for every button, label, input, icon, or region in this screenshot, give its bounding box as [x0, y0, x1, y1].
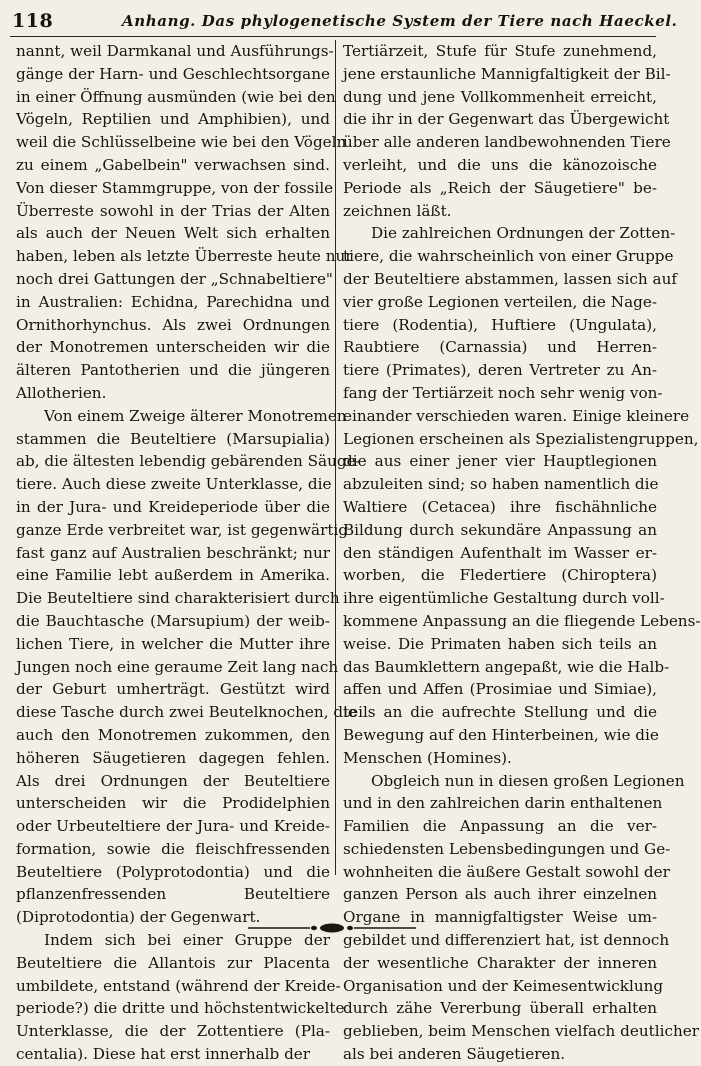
- header-rule: [10, 36, 656, 37]
- text-line: in einer Öffnung ausmünden (wie bei den: [16, 87, 336, 106]
- text-line: tiere, die wahrscheinlich von einer Gruppe: [343, 247, 674, 266]
- text-line: Von einem Zweige älterer Monotremen: [44, 406, 347, 425]
- text-line: noch drei Gattungen der „Schnabeltiere": [16, 269, 333, 288]
- text-line: worben, die Fledertiere (Chiroptera): [343, 566, 657, 585]
- text-line: in Australien: Echidna, Parechidna und: [16, 292, 330, 311]
- text-line: gänge der Harn- und Geschlechtsorgane: [16, 64, 330, 83]
- text-line: Legionen erscheinen als Spezialistengruppen,: [343, 429, 699, 448]
- page-header: [12, 8, 678, 36]
- text-line: weil die Schlüsselbeine wie bei den Vögeln: [16, 133, 347, 152]
- text-line: über alle anderen landbewohnenden Tiere: [343, 133, 671, 152]
- text-line: Waltiere (Cetacea) ihre fischähnliche: [343, 497, 657, 516]
- text-line: ganze Erde verbreitet war, ist gegenwärtig: [16, 520, 349, 539]
- text-line: älteren Pantotherien und die jüngeren: [16, 361, 330, 380]
- text-line: und in den zahlreichen darin enthaltenen: [343, 794, 663, 813]
- text-line: centalia). Diese hat erst innerhalb der: [16, 1045, 311, 1064]
- text-line: ab, die ältesten lebendig gebärenden Säuge-: [16, 452, 361, 471]
- text-line: Bewegung auf den Hinterbeinen, wie die: [343, 725, 659, 744]
- text-line: affen und Affen (Prosimiae und Simiae),: [343, 680, 657, 699]
- text-line: schiedensten Lebensbedingungen und Ge-: [343, 839, 671, 858]
- text-line: Bildung durch sekundäre Anpassung an: [343, 520, 657, 539]
- text-line: Vögeln, Reptilien und Amphibien), und: [16, 110, 330, 129]
- text-line: pflanzenfressenden Beuteltiere: [16, 885, 330, 904]
- text-line: dung und jene Vollkommenheit erreicht,: [343, 87, 657, 106]
- page-number: 118: [12, 10, 54, 32]
- text-line: den ständigen Aufenthalt im Wasser er-: [343, 543, 657, 562]
- text-line: abzuleiten sind; so haben namentlich die: [343, 475, 659, 494]
- text-line: Die Beuteltiere sind charakterisiert durch: [16, 589, 340, 608]
- text-line: tiere (Primates), deren Vertreter zu An-: [343, 361, 657, 380]
- text-line: verleiht, und die uns die känozoische: [343, 155, 657, 174]
- text-line: Unterklasse, die der Zottentiere (Pla-: [16, 1022, 330, 1041]
- text-line: vier große Legionen verteilen, die Nage-: [343, 292, 657, 311]
- text-line: umbildete, entstand (während der Kreide-: [16, 976, 341, 995]
- text-line: Überreste sowohl in der Trias der Alten: [16, 201, 330, 220]
- text-line: nannt, weil Darmkanal und Ausführungs-: [16, 42, 334, 60]
- text-line: Obgleich nun in diesen großen Legionen: [371, 771, 685, 790]
- text-line: fang der Tertiärzeit noch sehr wenig von-: [343, 383, 663, 402]
- text-line: Raubtiere (Carnassia) und Herren-: [343, 338, 657, 357]
- ornament-dot: [311, 926, 317, 930]
- left-column: [16, 40, 361, 1066]
- text-line: fast ganz auf Australien beschränkt; nur: [16, 543, 330, 562]
- text-line: stammen die Beuteltiere (Marsupialia): [16, 429, 330, 448]
- end-ornament: [248, 921, 416, 935]
- text-line: geblieben, beim Menschen vielfach deutlicher: [343, 1022, 699, 1041]
- text-line: kommene Anpassung an die fliegende Lebens-: [343, 611, 701, 630]
- text-line: Organisation und der Keimesentwicklung: [343, 976, 664, 995]
- text-line: Als drei Ordnungen der Beuteltiere: [16, 771, 330, 790]
- text-line: auch den Monotremen zukommen, den: [16, 725, 330, 744]
- right-column: [343, 40, 701, 1066]
- text-line: der Beuteltiere abstammen, lassen sich auf: [343, 269, 677, 288]
- text-line: der Monotremen unterscheiden wir die: [16, 338, 330, 357]
- text-line: tiere. Auch diese zweite Unterklasse, die: [16, 475, 332, 494]
- text-line: Ornithorhynchus. Als zwei Ordnungen: [16, 315, 330, 334]
- text-line: formation, sowie die fleischfressenden: [16, 839, 330, 858]
- text-line: einander verschieden waren. Einige kleinere: [343, 406, 690, 425]
- text-line: jene erstaunliche Mannigfaltigkeit der Bil-: [343, 64, 671, 83]
- text-line: periode?) die dritte und höchstentwickelte: [16, 999, 345, 1018]
- text-line: zeichnen läßt.: [343, 201, 452, 220]
- text-line: das Baumklettern angepaßt, wie die Halb-: [343, 657, 670, 676]
- text-line: Periode als „Reich der Säugetiere" be-: [343, 178, 657, 197]
- text-line: weise. Die Primaten haben sich teils an: [343, 634, 657, 653]
- text-line: Jungen noch eine geraume Zeit lang nach: [16, 657, 339, 676]
- text-line: Organe in mannigfaltigster Weise um-: [343, 908, 657, 927]
- text-line: höheren Säugetieren dagegen fehlen.: [16, 748, 330, 767]
- text-line: ihre eigentümliche Gestaltung durch voll-: [343, 589, 665, 608]
- text-line: als auch der Neuen Welt sich erhalten: [16, 224, 330, 243]
- text-line: Die zahlreichen Ordnungen der Zotten-: [371, 224, 676, 243]
- ornament-center: [320, 924, 344, 933]
- text-line: gebildet und differenziert hat, ist dennoch: [343, 931, 670, 950]
- text-line: der Geburt umherträgt. Gestützt wird: [16, 680, 330, 699]
- text-line: oder Urbeuteltiere der Jura- und Kreide-: [16, 817, 330, 836]
- text-line: Menschen (Homines).: [343, 748, 512, 767]
- text-line: Von dieser Stammgruppe, von der fossile: [16, 178, 334, 197]
- running-title: Anhang. Das phylogenetische System der Tiere nach Haeckel.: [122, 12, 678, 30]
- text-line: zu einem „Gabelbein" verwachsen sind.: [16, 155, 330, 174]
- text-line: Allotherien.: [16, 383, 107, 402]
- text-line: durch zähe Vererbung überall erhalten: [343, 999, 657, 1018]
- text-line: unterscheiden wir die Prodidelphien: [16, 794, 330, 813]
- text-line: teils an die aufrechte Stellung und die: [343, 703, 657, 722]
- text-line: Familien die Anpassung an die ver-: [343, 817, 657, 836]
- text-line: die aus einer jener vier Hauptlegionen: [343, 452, 657, 471]
- text-line: ganzen Person als auch ihrer einzelnen: [343, 885, 657, 904]
- text-line: lichen Tiere, in welcher die Mutter ihre: [16, 634, 330, 653]
- text-line: tiere (Rodentia), Huftiere (Ungulata),: [343, 315, 657, 334]
- text-line: als bei anderen Säugetieren.: [343, 1045, 566, 1064]
- text-line: Beuteltiere die Allantois zur Placenta: [16, 953, 330, 972]
- text-line: in der Jura- und Kreideperiode über die: [16, 497, 330, 516]
- text-line: die ihr in der Gegenwart das Übergewicht: [343, 110, 670, 129]
- text-line: diese Tasche durch zwei Beutelknochen, die: [16, 703, 357, 722]
- text-line: der wesentliche Charakter der inneren: [343, 953, 657, 972]
- text-line: Tertiärzeit, Stufe für Stufe zunehmend,: [343, 42, 657, 60]
- text-line: wohnheiten die äußere Gestalt sowohl der: [343, 862, 670, 881]
- text-line: Indem sich bei einer Gruppe der: [44, 931, 330, 950]
- text-line: die Bauchtasche (Marsupium) der weib-: [16, 611, 330, 630]
- text-line: eine Familie lebt außerdem in Amerika.: [16, 566, 330, 585]
- ornament-dot: [347, 926, 353, 930]
- text-line: Beuteltiere (Polyprotodontia) und die: [16, 862, 330, 881]
- text-line: haben, leben als letzte Überreste heute nur: [16, 247, 353, 266]
- text-line: (Diprotodontia) der Gegenwart.: [16, 908, 261, 927]
